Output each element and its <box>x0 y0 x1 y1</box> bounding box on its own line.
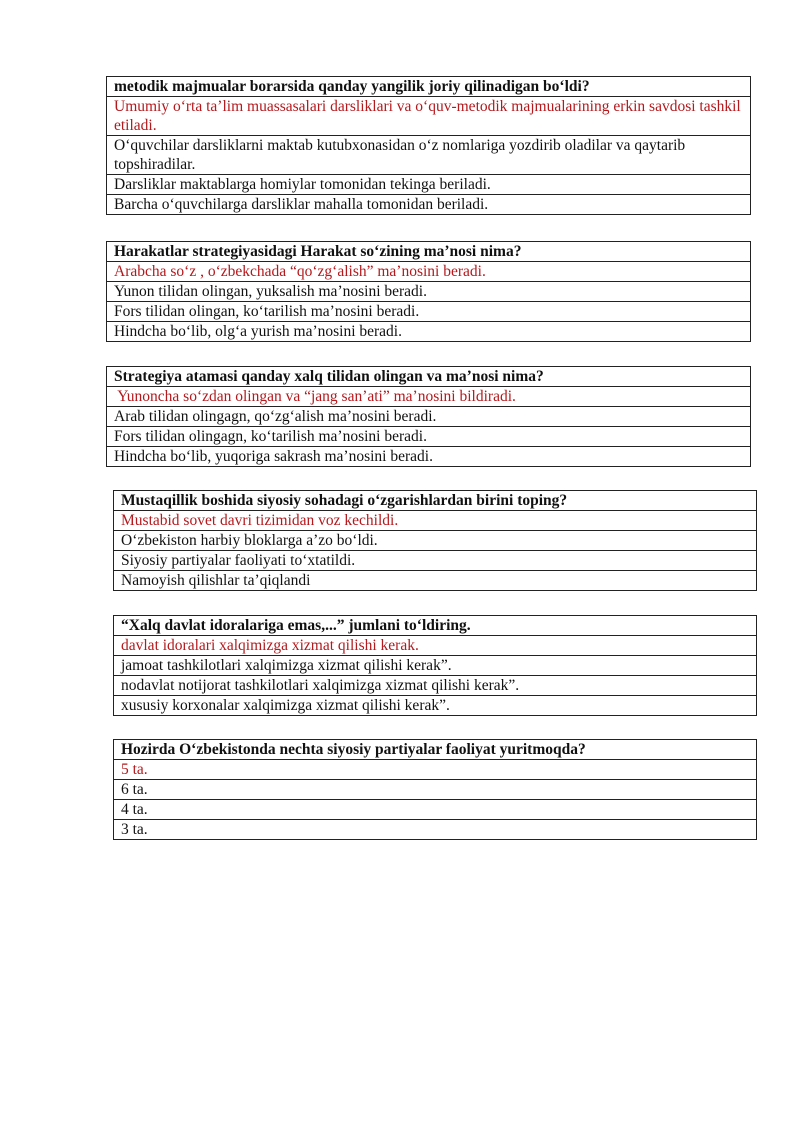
question-table-5 <box>113 615 757 716</box>
question-text: “Xalq davlat idoralariga emas,...” jumlani to‘ldiring. <box>114 616 757 636</box>
answer-option-correct: Arabcha so‘z , o‘zbekchada “qo‘zg‘alish” ma’nosini beradi. <box>107 262 751 282</box>
question-text: Harakatlar strategiyasidagi Harakat so‘zining ma’nosi nima? <box>107 242 751 262</box>
answer-option: Hindcha bo‘lib, yuqoriga sakrash ma’nosini beradi. <box>107 447 751 467</box>
answer-option: Yunon tilidan olingan, yuksalish ma’nosini beradi. <box>107 282 751 302</box>
answer-option-correct: 5 ta. <box>114 760 757 780</box>
answer-option: nodavlat notijorat tashkilotlari xalqimizga xizmat qilishi kerak”. <box>114 676 757 696</box>
answer-option: Namoyish qilishlar ta’qiqlandi <box>114 571 757 591</box>
answer-option: 4 ta. <box>114 800 757 820</box>
answer-option: Hindcha bo‘lib, olg‘a yurish ma’nosini beradi. <box>107 322 751 342</box>
answer-option: xususiy korxonalar xalqimizga xizmat qilishi kerak”. <box>114 696 757 716</box>
question-table-3 <box>106 366 751 467</box>
answer-option: 6 ta. <box>114 780 757 800</box>
answer-option-correct: Umumiy o‘rta ta’lim muassasalari darsliklari va o‘quv-metodik majmualarining erkin savdosi tashkil etiladi. <box>107 97 751 136</box>
question-text: Strategiya atamasi qanday xalq tilidan olingan va ma’nosi nima? <box>107 367 751 387</box>
answer-option: Arab tilidan olingagn, qo‘zg‘alish ma’nosini beradi. <box>107 407 751 427</box>
answer-option: Darsliklar maktablarga homiylar tomonidan tekinga beriladi. <box>107 175 751 195</box>
answer-option-correct: Mustabid sovet davri tizimidan voz kechildi. <box>114 511 757 531</box>
answer-option: O‘quvchilar darsliklarni maktab kutubxonasidan o‘z nomlariga yozdirib oladilar va qaytarib topshiradilar. <box>107 136 751 175</box>
question-table-6 <box>113 739 757 840</box>
answer-option: jamoat tashkilotlari xalqimizga xizmat qilishi kerak”. <box>114 656 757 676</box>
question-table-4 <box>113 490 757 591</box>
question-text: metodik majmualar borarsida qanday yangilik joriy qilinadigan bo‘ldi? <box>107 77 751 97</box>
question-text: Mustaqillik boshida siyosiy sohadagi o‘zgarishlardan birini toping? <box>114 491 757 511</box>
answer-option-correct: davlat idoralari xalqimizga xizmat qilishi kerak. <box>114 636 757 656</box>
answer-option: O‘zbekiston harbiy bloklarga a’zo bo‘ldi. <box>114 531 757 551</box>
answer-option: Fors tilidan olingan, ko‘tarilish ma’nosini beradi. <box>107 302 751 322</box>
answer-option: Fors tilidan olingagn, ko‘tarilish ma’nosini beradi. <box>107 427 751 447</box>
answer-option-correct: Yunoncha so‘zdan olingan va “jang san’ati” ma’nosini bildiradi. <box>107 387 751 407</box>
question-table-2 <box>106 241 751 342</box>
question-table-1 <box>106 76 751 215</box>
answer-option: Siyosiy partiyalar faoliyati to‘xtatildi. <box>114 551 757 571</box>
answer-option: 3 ta. <box>114 820 757 840</box>
question-text: Hozirda O‘zbekistonda nechta siyosiy partiyalar faoliyat yuritmoqda? <box>114 740 757 760</box>
answer-option: Barcha o‘quvchilarga darsliklar mahalla tomonidan beriladi. <box>107 195 751 215</box>
